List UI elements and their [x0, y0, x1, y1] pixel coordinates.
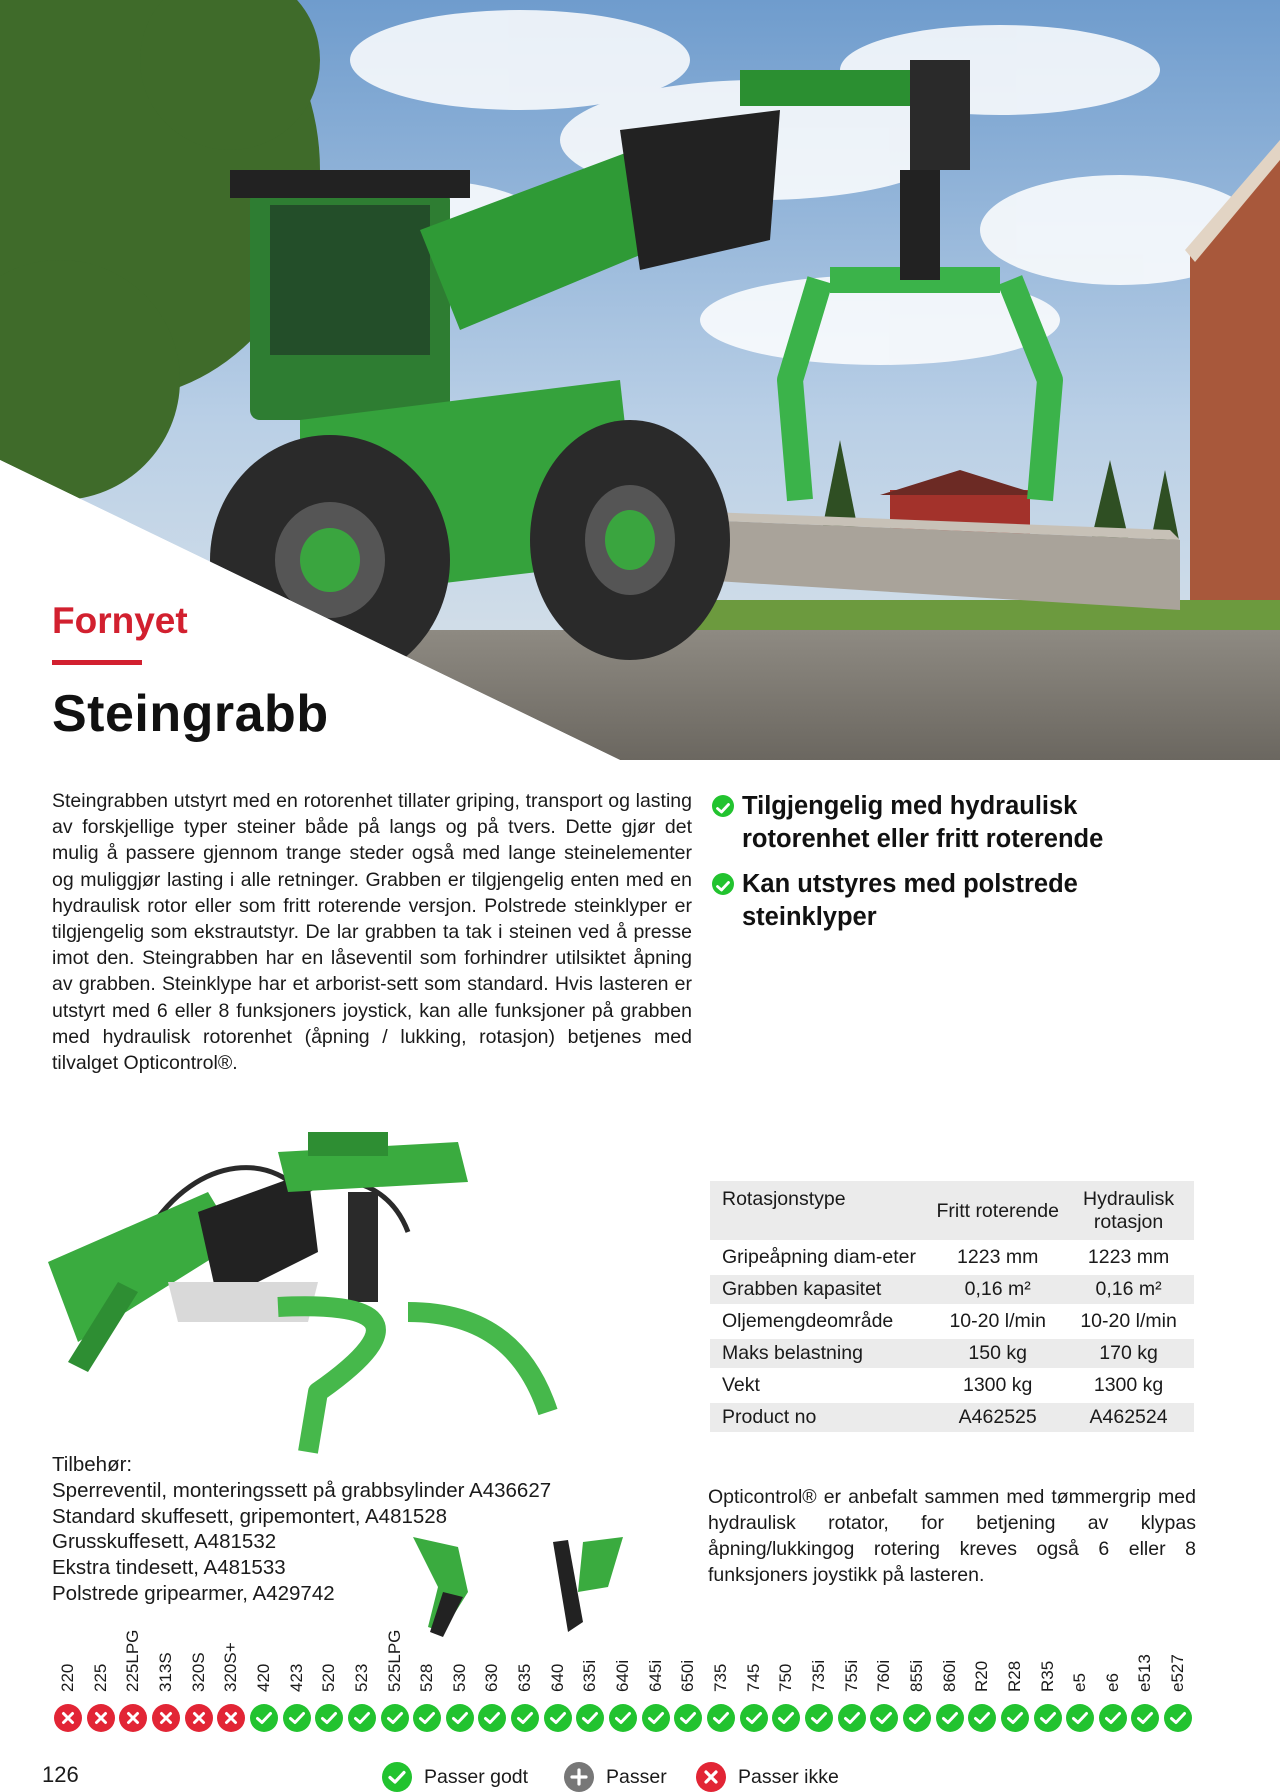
spec-value-col1: 0,16 m²	[932, 1275, 1063, 1304]
compat-column	[248, 1618, 280, 1734]
kicker-underline	[52, 660, 142, 665]
legend-good	[382, 1762, 528, 1792]
model-label	[380, 1618, 410, 1692]
check-icon	[576, 1704, 604, 1732]
model-name: 650i	[678, 1659, 698, 1692]
model-label	[216, 1618, 246, 1692]
model-label	[935, 1618, 965, 1692]
compat-column	[607, 1618, 639, 1734]
model-name: 320S+	[221, 1642, 241, 1692]
spec-row	[710, 1339, 1194, 1368]
model-name: 528	[417, 1663, 437, 1692]
compat-column	[705, 1618, 737, 1734]
compat-column	[444, 1618, 476, 1734]
spec-row	[710, 1275, 1194, 1304]
model-name: 523	[351, 1663, 371, 1692]
check-icon	[1034, 1704, 1062, 1732]
check-icon	[1099, 1704, 1127, 1732]
model-label	[673, 1618, 703, 1692]
check-icon	[674, 1704, 702, 1732]
model-label	[347, 1618, 377, 1692]
check-icon	[348, 1704, 376, 1732]
model-label	[445, 1618, 475, 1692]
check-icon	[250, 1704, 278, 1732]
model-label	[575, 1618, 605, 1692]
accessory-item: Polstrede gripearmer, A429742	[52, 1581, 335, 1605]
model-name: 735i	[808, 1659, 828, 1692]
check-icon	[903, 1704, 931, 1732]
compat-column	[150, 1618, 182, 1734]
benefit-item	[712, 868, 1182, 934]
compat-column	[411, 1618, 443, 1734]
model-name: R35	[1037, 1660, 1057, 1692]
compat-column	[901, 1618, 933, 1734]
compat-column	[379, 1618, 411, 1734]
plus-icon	[564, 1762, 594, 1792]
model-label	[282, 1618, 312, 1692]
model-name: e6	[1102, 1673, 1122, 1692]
model-name: 755i	[841, 1659, 861, 1692]
model-name: 423	[286, 1663, 306, 1692]
check-icon	[870, 1704, 898, 1732]
model-name: 750	[776, 1663, 796, 1692]
model-label	[118, 1618, 148, 1692]
accessory-item: Grusskuffesett, A481532	[52, 1530, 277, 1554]
spec-value-col2: 1223 mm	[1087, 1246, 1170, 1268]
compat-column	[183, 1618, 215, 1734]
check-icon	[712, 873, 734, 895]
model-name: 860i	[939, 1659, 959, 1692]
spec-label: Gripeåpning diam-eter	[722, 1246, 917, 1268]
compat-column	[52, 1618, 84, 1734]
compat-column	[1129, 1618, 1161, 1734]
cross-icon	[119, 1704, 147, 1732]
spec-table	[710, 1178, 1194, 1435]
model-label	[739, 1618, 769, 1692]
compat-column	[85, 1618, 117, 1734]
model-name: 855i	[906, 1659, 926, 1692]
spec-value-col1: A462525	[932, 1403, 1063, 1432]
model-name: 320S	[188, 1652, 208, 1692]
compat-column	[640, 1618, 672, 1734]
legend-good-label: Passer godt	[424, 1765, 529, 1788]
check-icon	[968, 1704, 996, 1732]
spec-value-col1: 10-20 l/min	[949, 1310, 1046, 1332]
model-name: 220	[58, 1663, 77, 1692]
cross-icon	[185, 1704, 213, 1732]
model-label	[608, 1618, 638, 1692]
check-icon	[1066, 1704, 1094, 1732]
compat-column	[1064, 1618, 1096, 1734]
spec-row	[710, 1243, 1194, 1272]
model-name: e527	[1168, 1654, 1188, 1692]
spec-label: Grabben kapasitet	[710, 1275, 932, 1304]
check-icon	[1131, 1704, 1159, 1732]
compat-column	[868, 1618, 900, 1734]
check-icon	[642, 1704, 670, 1732]
cross-icon	[54, 1704, 82, 1732]
stone-grab-illustration	[48, 1112, 608, 1472]
compat-column	[999, 1618, 1031, 1734]
model-label	[1163, 1618, 1193, 1692]
model-name: 225	[90, 1663, 110, 1692]
check-icon	[772, 1704, 800, 1732]
model-name: e5	[1070, 1673, 1090, 1692]
model-name: 735	[711, 1663, 730, 1692]
compat-column	[117, 1618, 149, 1734]
legend-not-label: Passer ikke	[738, 1765, 839, 1788]
model-name: 225LPG	[123, 1629, 143, 1692]
compat-column	[1032, 1618, 1064, 1734]
check-icon	[936, 1704, 964, 1732]
model-label	[412, 1618, 442, 1692]
model-label	[477, 1618, 507, 1692]
check-icon	[712, 795, 734, 817]
compat-column	[803, 1618, 835, 1734]
page-title: Steingrabb	[52, 685, 329, 743]
spec-label: Oljemengdeområde	[722, 1310, 894, 1332]
model-label	[314, 1618, 344, 1692]
spec-value-col2: 10-20 l/min	[1080, 1310, 1177, 1332]
model-name: 630	[482, 1663, 502, 1692]
model-label	[1000, 1618, 1030, 1692]
model-label	[837, 1618, 867, 1692]
model-name: 745	[743, 1663, 763, 1692]
cross-icon	[87, 1704, 115, 1732]
compat-column	[313, 1618, 345, 1734]
model-label	[249, 1618, 279, 1692]
compat-column	[934, 1618, 966, 1734]
accessory-item: Ekstra tindesett, A481533	[52, 1556, 286, 1580]
compat-column	[215, 1618, 247, 1734]
spec-value-col2: A462524	[1063, 1403, 1194, 1432]
model-label	[771, 1618, 801, 1692]
model-label	[967, 1618, 997, 1692]
check-icon	[478, 1704, 506, 1732]
spec-row	[710, 1307, 1194, 1336]
spec-header-label: Rotasjonstype	[710, 1181, 932, 1240]
check-icon	[283, 1704, 311, 1732]
spec-value-col1: 1300 kg	[962, 1374, 1033, 1396]
model-name: 313S	[155, 1652, 175, 1692]
model-label	[641, 1618, 671, 1692]
benefits-list	[712, 790, 1182, 946]
spec-row	[710, 1403, 1194, 1432]
spec-label: Vekt	[722, 1374, 760, 1396]
check-icon	[382, 1762, 412, 1792]
check-icon	[805, 1704, 833, 1732]
model-label	[1065, 1618, 1095, 1692]
spec-value-col2: 170 kg	[1063, 1339, 1194, 1368]
compat-column	[346, 1618, 378, 1734]
compat-column	[672, 1618, 704, 1734]
spec-value-col1: 150 kg	[932, 1339, 1063, 1368]
check-icon	[544, 1704, 572, 1732]
check-icon	[707, 1704, 735, 1732]
model-name: e513	[1135, 1654, 1155, 1692]
benefit-text: Tilgjengelig med hydraulisk rotorenhet eller fritt roterende	[742, 792, 1104, 853]
model-name: 635	[515, 1663, 535, 1692]
compat-column	[476, 1618, 508, 1734]
spec-header-row	[710, 1181, 1194, 1240]
hero-illustration	[0, 0, 1280, 760]
spec-label: Product no	[710, 1403, 932, 1432]
spec-value-col2: 1300 kg	[1093, 1374, 1164, 1396]
model-name: 640i	[613, 1659, 633, 1692]
model-label	[510, 1618, 540, 1692]
product-image	[48, 1112, 608, 1472]
compat-column	[738, 1618, 770, 1734]
legend-fits-label: Passer	[606, 1765, 667, 1788]
benefit-text: Kan utstyres med polstrede steinklyper	[742, 870, 1078, 931]
compat-column	[509, 1618, 541, 1734]
compat-column	[542, 1618, 574, 1734]
compat-column	[966, 1618, 998, 1734]
spec-value-col1: 1223 mm	[957, 1246, 1039, 1268]
cross-icon	[696, 1762, 726, 1792]
legend-not	[696, 1762, 839, 1792]
kicker-label: Fornyet	[52, 600, 188, 641]
product-description: Steingrabben utstyrt med en rotorenhet tillater griping, transport og lasting av forskjellige typer steiner både på langs og på tvers. Dette gjør det mulig å passere gjennom trange steder også med lange steinelementer og muliggjør lasting i alle retninger. Grabben er tilgjengelig enten med en hydraulisk rotor eller som fritt roterende versjon. Polstrede steinklyper er tilgjengelig som ekstrautstyr. De lar grabben ta tak i steinen ved å presse imot den. Steingrabben har en låseventil som forhindrer utilsiktet åpning av grabben. Steinklype har et arborist-sett som standard. Hvis lasteren er utstyrt med 6 eller 8 funksjoners joystick, kan alle funksjoner på grabben med hydraulisk rotorenhet (åpning / lukking, rotasjon) betjenes med tilvalget Opticontrol®.	[52, 790, 692, 1075]
page-number: 126	[42, 1762, 79, 1787]
model-label	[1130, 1618, 1160, 1692]
model-name: 525LPG	[384, 1629, 404, 1692]
check-icon	[740, 1704, 768, 1732]
model-label	[804, 1618, 834, 1692]
cross-icon	[152, 1704, 180, 1732]
model-label	[902, 1618, 932, 1692]
check-icon	[381, 1704, 409, 1732]
check-icon	[413, 1704, 441, 1732]
compat-column	[574, 1618, 606, 1734]
check-icon	[609, 1704, 637, 1732]
spec-row	[710, 1371, 1194, 1400]
compatibility-strip	[52, 1618, 1192, 1734]
legend-fits	[564, 1762, 667, 1792]
model-label	[151, 1618, 181, 1692]
compat-column	[836, 1618, 868, 1734]
accessory-item: Standard skuffesett, gripemontert, A481528	[52, 1504, 448, 1528]
spec-value-col2: 0,16 m²	[1063, 1275, 1194, 1304]
compat-column	[1162, 1618, 1194, 1734]
check-icon	[511, 1704, 539, 1732]
model-label	[706, 1618, 736, 1692]
benefit-item	[712, 790, 1182, 856]
check-icon	[838, 1704, 866, 1732]
model-label	[1098, 1618, 1128, 1692]
model-label	[869, 1618, 899, 1692]
model-label	[1033, 1618, 1063, 1692]
compat-column	[281, 1618, 313, 1734]
compat-column	[770, 1618, 802, 1734]
check-icon	[1001, 1704, 1029, 1732]
hero-photo	[0, 0, 1280, 760]
check-icon	[315, 1704, 343, 1732]
model-label	[543, 1618, 573, 1692]
accessory-item: Sperreventil, monteringssett på grabbsylinder A436627	[52, 1478, 552, 1502]
model-name: 640	[547, 1663, 567, 1692]
model-name: 645i	[645, 1659, 665, 1692]
model-label	[86, 1618, 116, 1692]
model-name: R28	[1004, 1660, 1024, 1692]
model-name: R20	[972, 1660, 992, 1692]
compat-column	[1097, 1618, 1129, 1734]
check-icon	[1164, 1704, 1192, 1732]
model-name: 520	[319, 1663, 339, 1692]
spec-label: Maks belastning	[710, 1339, 932, 1368]
opticontrol-note: Opticontrol® er anbefalt sammen med tømmergrip med hydraulisk rotator, for betjening av klypas åpning/lukkingog rotering kreves også 6 eller 8 funksjoners joystikk på lasteren.	[708, 1486, 1196, 1586]
model-label	[53, 1618, 83, 1692]
model-name: 760i	[874, 1659, 894, 1692]
spec-header-col2: Hydraulisk rotasjon	[1063, 1181, 1194, 1240]
check-icon	[446, 1704, 474, 1732]
spec-header-col1: Fritt roterende	[932, 1181, 1063, 1240]
model-name: 635i	[580, 1659, 600, 1692]
accessories-heading: Tilbehør:	[52, 1453, 133, 1476]
model-label	[184, 1618, 214, 1692]
cross-icon	[217, 1704, 245, 1732]
model-name: 420	[253, 1663, 273, 1692]
model-name: 530	[449, 1663, 469, 1692]
